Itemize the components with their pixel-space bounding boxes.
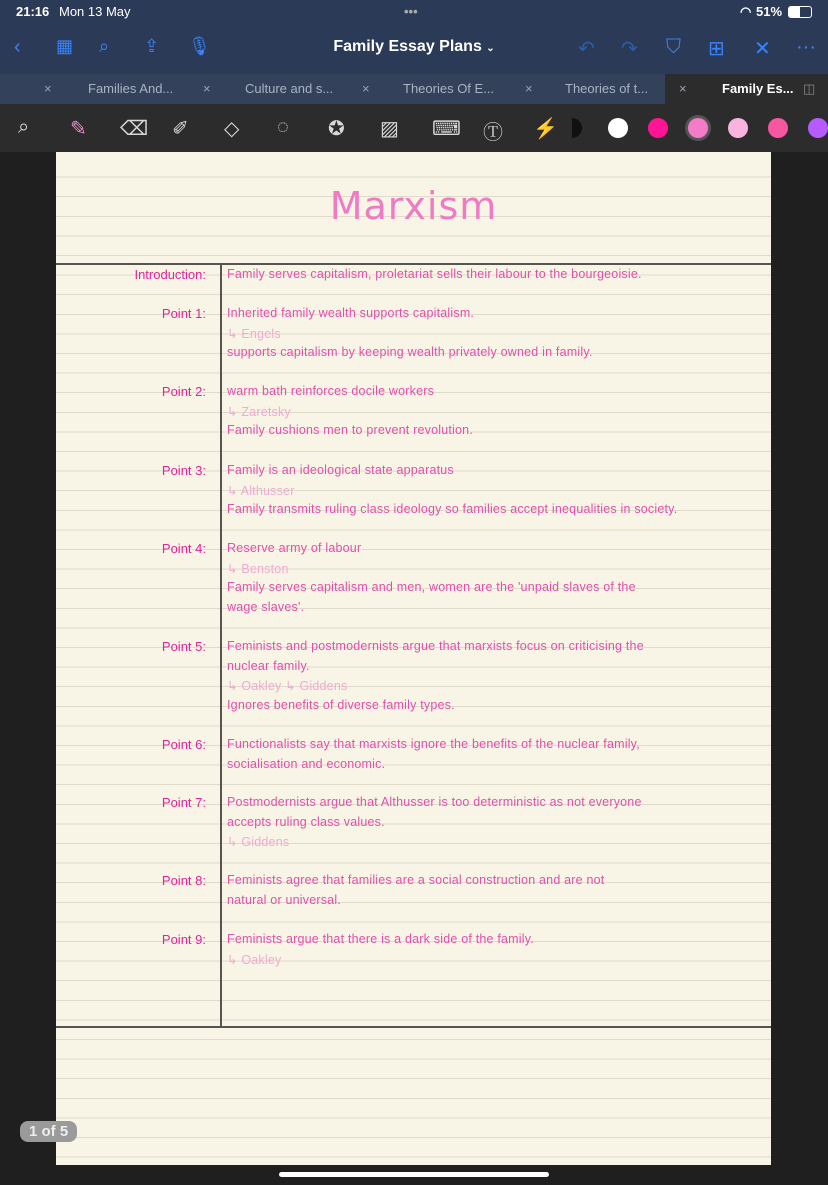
tab-close-icon[interactable]: × [44,81,52,96]
tab-close-icon[interactable]: × [525,81,533,96]
row-label: Point 4: [161,541,206,556]
status-time: 21:16 [16,4,50,19]
theorist-reference: ↳ Althusser [227,483,295,498]
page-indicator: 1 of 5 [20,1121,77,1142]
tab-theories-of-t[interactable]: Theories of t... [565,81,649,96]
document-title[interactable] [0,38,828,56]
battery-icon [788,6,812,18]
close-pen-icon[interactable]: ✕ [754,38,771,60]
note-line: accepts ruling class values. [227,814,385,829]
bookmark-icon[interactable]: ⛉ [666,36,681,58]
multitask-dots-icon[interactable]: ••• [404,4,418,19]
note-line: Family serves capitalism and men, women are the 'unpaid slaves of the [227,580,636,595]
search-icon[interactable]: ⌕ [99,36,110,56]
theorist-reference: ↳ Oakley [227,952,282,967]
color-swatch-magenta[interactable] [648,118,668,138]
redo-icon[interactable]: ↷ [621,38,638,60]
laser-pointer-icon[interactable]: ⚡ [533,118,558,140]
pen-icon[interactable]: ✎ [70,118,87,140]
sticker-icon[interactable]: ✪ [328,118,345,140]
row-label: Introduction: [134,267,206,282]
theorist-reference: ↳ Oakley ↳ Giddens [227,679,348,694]
color-swatch-purple[interactable] [808,118,828,138]
theorist-reference: ↳ Benston [227,561,289,576]
note-line: Reserve army of labour [227,541,362,555]
note-line: Family transmits ruling class ideology so families accept inequalities in society. [227,502,678,517]
row-label: Point 2: [161,384,206,399]
image-icon[interactable]: ▨ [380,118,399,140]
zoom-window-icon[interactable]: ⌕ [18,116,30,138]
note-line: Inherited family wealth supports capitalism. [227,306,475,320]
theorist-reference: ↳ Zaretsky [227,404,291,419]
tab-close-icon[interactable]: × [679,81,687,96]
keyboard-icon[interactable]: ⌨ [432,118,461,140]
note-line: supports capitalism by keeping wealth privately owned in family. [227,345,593,360]
status-date: Mon 13 May [59,4,131,19]
note-line: socialisation and economic. [227,756,386,771]
tab-families-and[interactable]: Families And... [88,81,174,96]
note-line: Feminists and postmodernists argue that marxists focus on criticising the [227,639,644,653]
note-line: wage slaves'. [227,599,305,614]
tab-close-icon[interactable]: × [203,81,211,96]
shapes-icon[interactable]: ◇ [224,118,240,140]
color-swatch-white[interactable] [608,118,628,138]
lasso-icon[interactable]: ◌ [277,116,289,138]
text-box-icon[interactable]: Ⓣ [483,122,503,144]
battery-level: 51% [756,4,783,19]
row-label: Point 8: [161,873,206,888]
table-bottom-border [56,1026,771,1028]
row-label: Point 9: [161,932,206,947]
note-line: Feminists agree that families are a social construction and are not [227,873,605,887]
note-line: Functionalists say that marxists ignore the benefits of the nuclear family, [227,737,640,751]
note-line: Feminists argue that there is a dark side of the family. [227,932,534,946]
tab-culture[interactable]: Culture and s... [245,81,334,96]
share-icon[interactable]: ⇪ [144,36,160,56]
add-page-icon[interactable]: ⊞ [708,38,725,60]
note-line: Family is an ideological state apparatus [227,463,454,477]
theorist-reference: ↳ Engels [227,326,281,341]
note-line: nuclear family. [227,658,310,673]
row-label: Point 1: [161,306,206,321]
back-icon[interactable]: ‹ [14,36,21,58]
undo-icon[interactable]: ↶ [578,38,595,60]
chevron-down-icon: ⌄ [486,43,495,54]
home-indicator[interactable] [279,1172,549,1177]
notebook-page[interactable] [56,152,771,1165]
microphone-icon[interactable]: 🎙 [188,36,211,56]
table-column-divider [220,263,222,1026]
grid-icon[interactable]: ▦ [56,36,74,56]
theorist-reference: ↳ Giddens [227,835,290,850]
split-view-icon[interactable]: ◫ [803,81,816,96]
wifi-icon: ◠ [740,4,752,19]
highlighter-icon[interactable]: ✐ [172,118,189,140]
color-swatch-hot-pink[interactable] [768,118,788,138]
color-swatch-pink-selected[interactable] [688,118,708,138]
tab-close-icon[interactable]: × [362,81,370,96]
row-label: Point 5: [161,639,206,654]
tab-bar [0,74,828,104]
tab-theories-of-e[interactable]: Theories Of E... [403,81,495,96]
table-top-border [56,263,771,265]
eraser-icon[interactable]: ⌫ [120,118,149,140]
more-icon[interactable]: ··· [796,36,816,58]
title-text: Family Essay Plans [333,38,482,55]
note-line: Ignores benefits of diverse family types. [227,697,455,712]
tab-family-essay-plans[interactable] [665,74,828,104]
note-line: warm bath reinforces docile workers [227,384,435,398]
note-line: Postmodernists argue that Althusser is too deterministic as not everyone [227,795,642,809]
color-swatch-light-pink[interactable] [728,118,748,138]
top-bar [0,0,828,74]
tab-label: Family Es... [722,81,794,96]
page-heading: Marxism [329,184,498,228]
note-line: Family serves capitalism, proletariat sells their labour to the bourgeoisie. [227,267,642,281]
note-line: Family cushions men to prevent revolution. [227,423,474,438]
note-line: natural or universal. [227,892,341,907]
row-label: Point 3: [161,463,206,478]
row-label: Point 6: [161,737,206,752]
row-label: Point 7: [161,795,206,810]
